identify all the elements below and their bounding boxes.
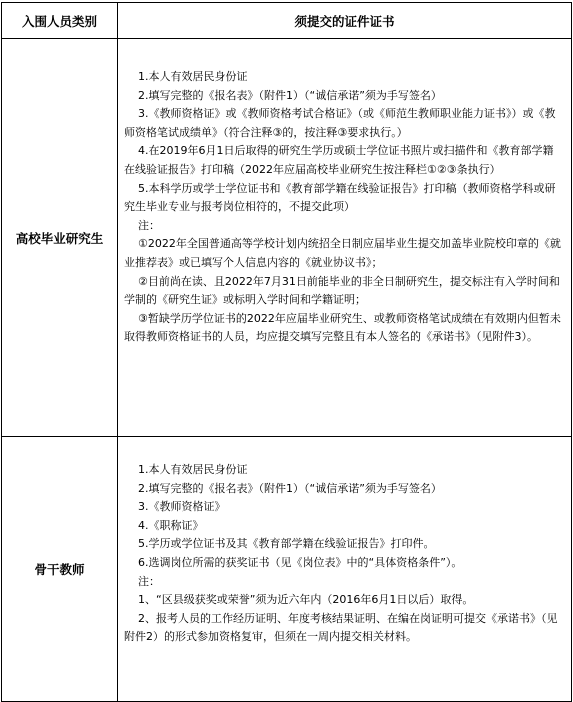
- requirement-line: 6.选调岗位所需的获奖证书（见《岗位表》中的“具体资格条件”）。: [138, 555, 463, 569]
- requirement-line: 3.《教师资格证》或《教师资格考试合格证》（或《师范生教师职业能力证书》）或《教师资格笔试成绩单》（符合注释③的，按注释③要求执行。）: [124, 107, 556, 139]
- requirement-line: 2.填写完整的《报名表》（附件1）（“诚信承诺”须为手写签名）: [138, 481, 442, 495]
- note-label: 注：: [138, 574, 160, 588]
- note-line: ①2022年全国普通高等学校计划内统招全日制应届毕业生提交加盖毕业院校印章的《就业推荐表》或已填写个人信息内容的《就业协议书》；: [124, 237, 561, 269]
- header-documents: 须提交的证件证书: [118, 3, 572, 39]
- table-header-row: [2, 3, 572, 39]
- note-line: ②目前尚在读、且2022年7月31日前能毕业的非全日制研究生，提交标注有入学时间和学制的《研究生证》或标明入学时间和学籍证明；: [124, 274, 560, 307]
- documents-cell: [118, 39, 572, 437]
- requirement-line: 3.《教师资格证》: [138, 500, 226, 514]
- note-line: 1、“区县级获奖或荣誉”须为近六年内（2016年6月1日以后）取得。: [138, 593, 474, 607]
- requirement-line: 4.在2019年6月1日后取得的研究生学历或硕士学位证书照片或扫描件和《教育部学籍在线验证报告》打印稿（2022年应届高校毕业研究生按注释栏①②③条执行）: [124, 144, 554, 176]
- table-row: [2, 39, 572, 437]
- documents-cell: [118, 437, 572, 702]
- note-line: 2、报考人员的工作经历证明、年度考核结果证明、在编在岗证明可提交《承诺书》（见附件2）的形式参加资格复审，但须在一周内提交相关材料。: [124, 611, 558, 644]
- requirement-line: 1.本人有效居民身份证: [138, 463, 248, 476]
- requirement-line: 4.《职称证》: [138, 518, 204, 532]
- category-cell: 高校毕业研究生: [2, 39, 118, 437]
- note-label: 注：: [138, 218, 160, 232]
- certificate-requirements-table: [1, 2, 572, 702]
- requirement-line: 2.填写完整的《报名表》（附件1）（“诚信承诺”须为手写签名）: [138, 88, 442, 102]
- requirement-line: 5.本科学历或学士学位证书和《教育部学籍在线验证报告》打印稿（教师资格学科或研究生毕业专业与报考岗位相符的，不提交此项）: [124, 181, 556, 214]
- requirement-line: 5.学历或学位证书及其《教育部学籍在线验证报告》打印件。: [138, 537, 435, 551]
- table-row: [2, 437, 572, 702]
- category-cell: 骨干教师: [2, 437, 118, 702]
- requirement-line: 1.本人有效居民身份证: [138, 70, 248, 83]
- note-line: ③暂缺学历学位证书的2022年应届毕业研究生、或教师资格笔试成绩在有效期内但暂未取得教师资格证书的人员，均应提交填写完整且有本人签名的《承诺书》（见附件3）。: [124, 311, 561, 344]
- header-category: 入围人员类别: [2, 3, 118, 39]
